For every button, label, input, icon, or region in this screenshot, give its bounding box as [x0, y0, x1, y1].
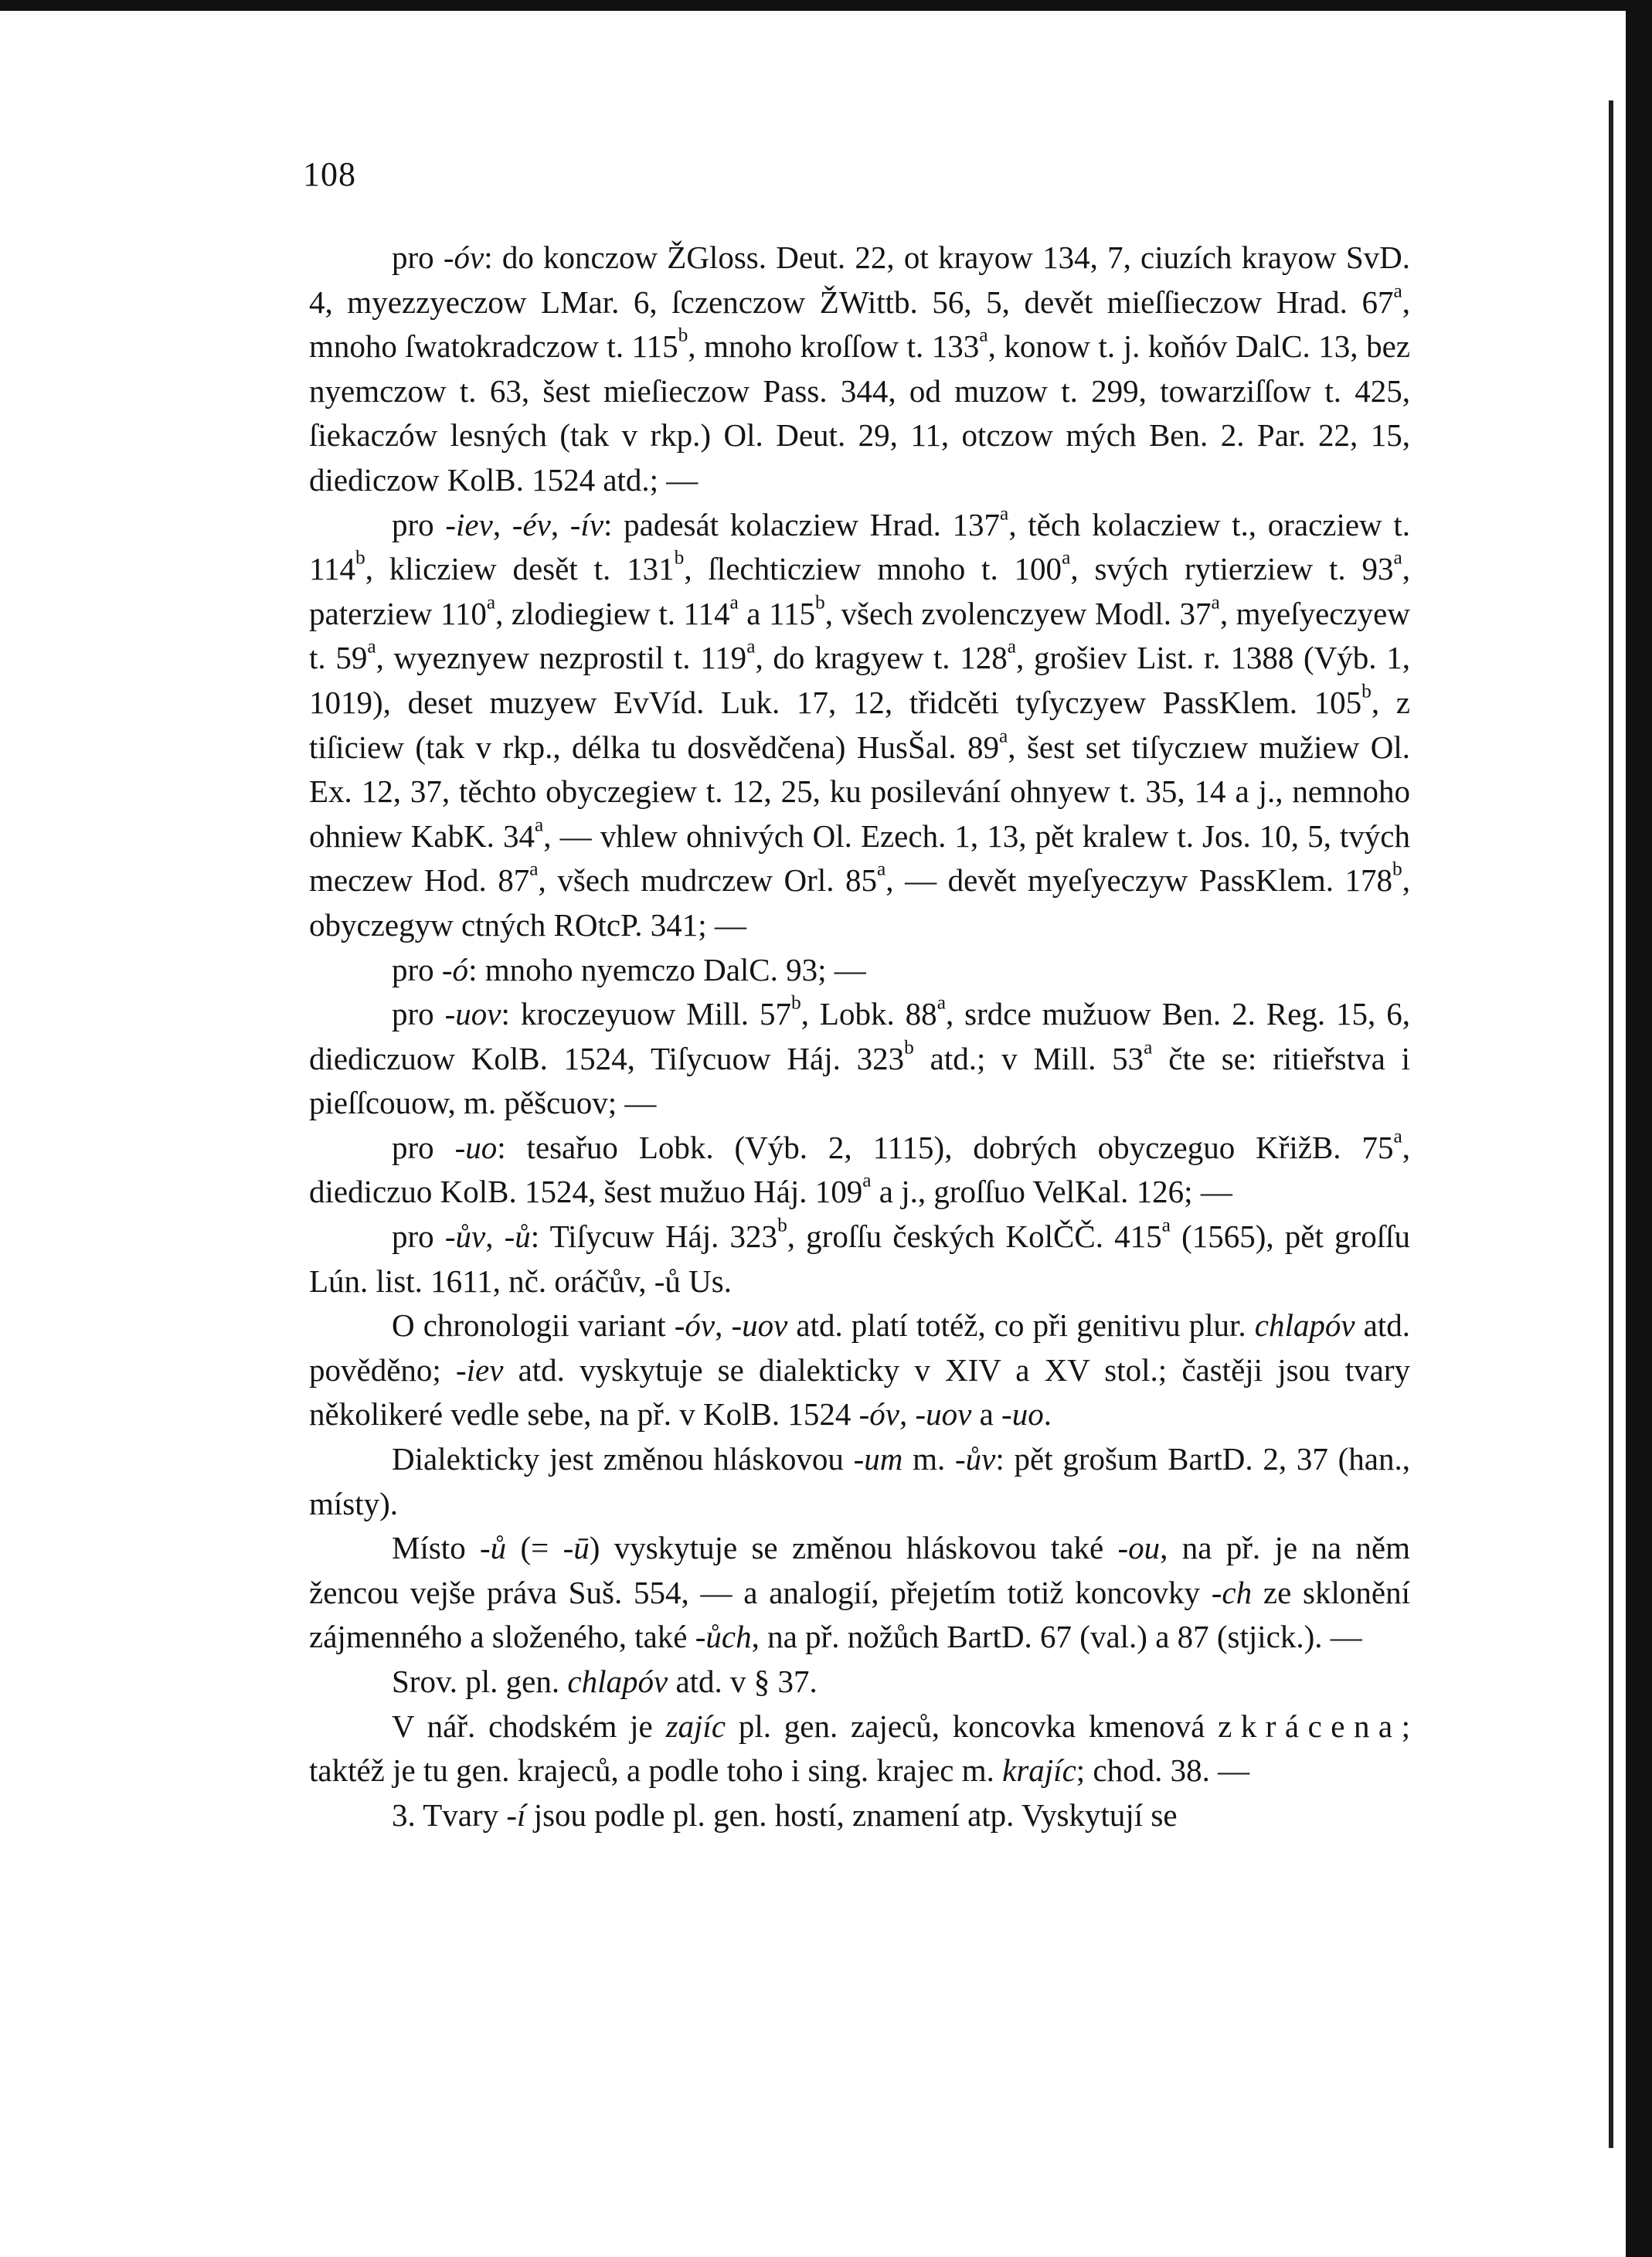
superscript-letter: a [1211, 591, 1220, 614]
text-run: , groſſu českých KolČČ. 415 [787, 1219, 1162, 1255]
superscript-letter: a [936, 991, 946, 1014]
text-run: čte se: ritieřstva i pieſſcouow, m. pěšcuov; — [309, 1040, 1411, 1121]
italic-form: -ou [1117, 1530, 1161, 1566]
superscript-letter: b [815, 591, 825, 614]
paragraph-misto-u [309, 1526, 1410, 1660]
superscript-letter: a [1393, 1125, 1402, 1147]
italic-form: -uov [731, 1307, 788, 1344]
text-run: , z tiſiciew (tak v rkp., délka tu dosvědčena) HusŠal. 89 [309, 684, 1410, 765]
superscript-letter: a [1062, 546, 1071, 569]
italic-form: -óv [674, 1307, 716, 1344]
text-run: , na př. nožůch BartD. 67 (val.) a 87 (stjick.). — [751, 1619, 1362, 1655]
text-run: a [971, 1396, 1002, 1433]
superscript-letter: b [791, 991, 801, 1014]
text-run: , grošiev List. r. 1388 (Výb. 1, 1019), deset muzyew EvVíd. Luk. 17, 12, třidcěti tyſyczyew PassKlem. 105 [309, 640, 1410, 720]
text-run: 3. Tvary [392, 1796, 507, 1833]
italic-form: -ch [1211, 1574, 1253, 1610]
superscript-letter: a [1161, 1214, 1171, 1236]
italic-form: -uov [444, 996, 501, 1032]
paragraph-pro-uv [309, 1215, 1410, 1304]
text-run: a 115 [738, 595, 816, 631]
italic-form: -uov [915, 1396, 972, 1433]
text-run: , [492, 506, 512, 542]
paragraph-srov [309, 1660, 1410, 1705]
text-run: , [550, 506, 570, 542]
text-run: , do kragyew t. 128 [755, 640, 1008, 676]
italic-form: -uo [1001, 1396, 1044, 1433]
superscript-letter: a [862, 1170, 872, 1192]
italic-form: -uo [454, 1129, 498, 1165]
text-run: Místo [392, 1530, 481, 1566]
italic-form: -óv [443, 240, 484, 275]
italic-form: -ó [441, 951, 469, 987]
italic-form: -ův [444, 1219, 486, 1255]
text-run: atd. vyskytuje se dialekticky v XIV a XV stol.; častěji jsou tvary několikeré vedle sebe, na př. v KolB. 1524 [309, 1351, 1410, 1433]
italic-form: -ū [563, 1530, 590, 1566]
italic-form: -í [506, 1796, 526, 1833]
text-run: , svých rytierziew t. 93 [1070, 551, 1394, 587]
text-run: , [715, 1307, 732, 1344]
text-run: , wyeznyew nezprostil t. 119 [376, 640, 747, 676]
text-run: , obyczegyw ctných ROtcP. 341; — [309, 862, 1410, 943]
italic-form: -ůch [695, 1619, 752, 1655]
paragraph-pro-iev [309, 503, 1410, 948]
text-run: atd. platí totéž, co při genitivu plur. [787, 1307, 1255, 1344]
page-edge-line [1609, 100, 1613, 2148]
italic-form: -ů [480, 1530, 507, 1566]
italic-form: chlapóv [1254, 1307, 1355, 1344]
spaced-emphasis: zkrácena [1218, 1708, 1402, 1744]
superscript-letter: a [1144, 1036, 1153, 1059]
text-run: atd. v § 37. [668, 1664, 818, 1699]
superscript-letter: a [535, 814, 544, 836]
superscript-letter: a [486, 591, 496, 614]
text-run: pro [392, 1129, 455, 1165]
italic-form: -óv [858, 1396, 899, 1433]
superscript-letter: a [746, 636, 756, 658]
paragraph-dialect-um [309, 1437, 1410, 1526]
text-run: O chronologii variant [392, 1307, 675, 1344]
text-run: ze sklonění zájmenného a složeného, také [309, 1574, 1410, 1655]
text-run: , — devět myeſyeczyw PassKlem. 178 [885, 862, 1393, 899]
italic-form: -iev [455, 1351, 504, 1388]
italic-form: -um [853, 1441, 903, 1477]
superscript-letter: a [999, 725, 1008, 747]
text-run: : pět grošum BartD. 2, 37 (han., místy). [309, 1441, 1410, 1521]
italic-form: -év [512, 506, 551, 542]
text-run: ) vyskytuje se změnou hláskovou také [589, 1530, 1118, 1566]
superscript-letter: b [674, 546, 685, 569]
text-run: , všech zvolenczyew Modl. 37 [824, 595, 1212, 631]
text-run: (1565), pět groſſu Lún. list. 1611, nč. oráčův, -ů Us. [309, 1219, 1410, 1299]
text-run: , na př. je na něm žencou vejše práva Suš. 554, — a analogií, přejetím totiž koncovky [309, 1530, 1410, 1610]
superscript-letter: a [1007, 636, 1017, 658]
text-run: pl. gen. zajeců, koncovka kmenová [726, 1708, 1219, 1744]
paragraph-tvary-i [309, 1793, 1410, 1838]
text-run: (= [506, 1530, 563, 1566]
text-run: : padesát kolacziew Hrad. 137 [603, 506, 1001, 542]
text-run: jsou podle pl. gen. hostí, znamení atp. Vyskytují se [525, 1796, 1178, 1833]
italic-form: -ů [504, 1219, 531, 1255]
superscript-letter: a [877, 858, 886, 880]
text-run: pro [392, 951, 442, 987]
italic-form: chlapóv [567, 1664, 668, 1699]
superscript-letter: b [355, 546, 365, 569]
text-run: , [899, 1396, 916, 1433]
text-run: : Tiſycuw Háj. 323 [530, 1219, 778, 1255]
text-run: Dialekticky jest změnou hláskovou [392, 1441, 854, 1477]
text-run: , všech mudrczew Orl. 85 [538, 862, 878, 899]
superscript-letter: b [1361, 680, 1372, 702]
superscript-letter: a [367, 636, 376, 658]
superscript-letter: b [777, 1214, 787, 1236]
body-text [309, 236, 1410, 1837]
text-run: : do konczow ŽGloss. Deut. 22, ot krayow 134, 7, ciuzích krayow SvD. 4, myezzyeczow LMar. 6, ſczenczow ŽWittb. 56, 5, devět mieſſieczow Hrad. 67 [309, 240, 1410, 320]
italic-form: -ův [955, 1441, 996, 1477]
text-run: , paterziew 110 [309, 551, 1411, 631]
text-run: : tesařuo Lobk. (Výb. 2, 1115), dobrých obyczeguo KřižB. 75 [497, 1129, 1394, 1165]
text-run: a j., groſſuo VelKal. 126; — [871, 1174, 1232, 1210]
text-run: , těch kolacziew t., oracziew t. 114 [309, 506, 1411, 587]
text-run: m. [902, 1441, 956, 1477]
superscript-letter: a [529, 858, 539, 880]
page-number: 108 [303, 155, 356, 193]
italic-form: zajíc [665, 1708, 726, 1744]
text-run: ; chod. 38. — [1076, 1752, 1250, 1789]
text-run: , zlodiegiew t. 114 [495, 595, 730, 631]
text-run: , myeſyeczyew t. 59 [309, 595, 1410, 676]
superscript-letter: b [678, 324, 688, 346]
text-run: , šest set tiſyczıew mužiew Ol. Ex. 12, 37, těchto obyczegiew t. 12, 25, ku posilevání ohnyew t. 35, 14 a j., nemnoho ohniew KabK. 34 [309, 729, 1410, 854]
italic-form: -iev [445, 506, 493, 542]
text-run: , klicziew desět t. 131 [365, 551, 675, 587]
superscript-letter: a [1000, 502, 1009, 525]
text-run: , diediczuo KolB. 1524, šest mužuo Háj. 109 [309, 1129, 1410, 1210]
paragraph-pro-o [309, 948, 1410, 993]
scan-border-top [0, 0, 1652, 11]
text-run: pro [392, 506, 446, 542]
text-run: : kroczeyuow Mill. 57 [501, 996, 791, 1032]
text-run: , mnoho ſwatokradczow t. 115 [309, 284, 1410, 365]
text-run: Srov. pl. gen. [392, 1664, 568, 1699]
italic-form: -ív [569, 506, 604, 542]
text-run: , — vhlew ohnivých Ol. Ezech. 1, 13, pět kralew t. Jos. 10, 5, tvých meczew Hod. 87 [309, 817, 1410, 899]
paragraph-pro-uo [309, 1126, 1410, 1215]
text-run: ; taktéž je tu gen. krajeců, a podle toho i sing. krajec m. [309, 1708, 1411, 1789]
superscript-letter: a [729, 591, 739, 614]
paragraph-chodsky [309, 1705, 1410, 1793]
paragraph-pro-uov [309, 992, 1410, 1126]
text-run: pro [392, 996, 445, 1032]
text-run: , [485, 1219, 505, 1255]
text-run: . [1043, 1396, 1052, 1433]
text-run: V nář. chodském je [392, 1708, 666, 1744]
text-run: pro [392, 1219, 445, 1255]
text-run: , konow t. j. koňóv DalC. 13, bez nyemczow t. 63, šest mieſieczow Pass. 344, od muzow t. 299, towarziſſow t. 425, ſiekaczów lesných (tak v rkp.) Ol. Deut. 29, 11, otczow mých Ben. 2. Par. 22, 15, diediczow KolB. 1524 atd.; — [309, 328, 1410, 498]
superscript-letter: a [1393, 280, 1402, 302]
italic-form: krajíc [1002, 1752, 1076, 1789]
superscript-letter: a [979, 324, 988, 346]
text-run: atd. pověděno; [309, 1307, 1411, 1388]
paragraph-chronology [309, 1304, 1410, 1437]
scan-border-right [1626, 0, 1652, 2257]
text-run: , srdce mužuow Ben. 2. Reg. 15, 6, diediczuow KolB. 1524, Tiſycuow Háj. 323 [309, 996, 1410, 1076]
superscript-letter: b [1392, 858, 1402, 880]
text-run: atd.; v Mill. 53 [913, 1040, 1144, 1076]
text-run: , mnoho kroſſow t. 133 [688, 328, 980, 365]
text-run: , Lobk. 88 [801, 996, 937, 1032]
text-run: , ſlechticziew mnoho t. 100 [684, 551, 1062, 587]
text-run: pro [392, 240, 444, 275]
paragraph-pro-ov [309, 236, 1410, 503]
superscript-letter: a [1393, 546, 1402, 569]
text-run: : mnoho nyemczo DalC. 93; — [468, 951, 866, 987]
superscript-letter: b [904, 1036, 914, 1059]
